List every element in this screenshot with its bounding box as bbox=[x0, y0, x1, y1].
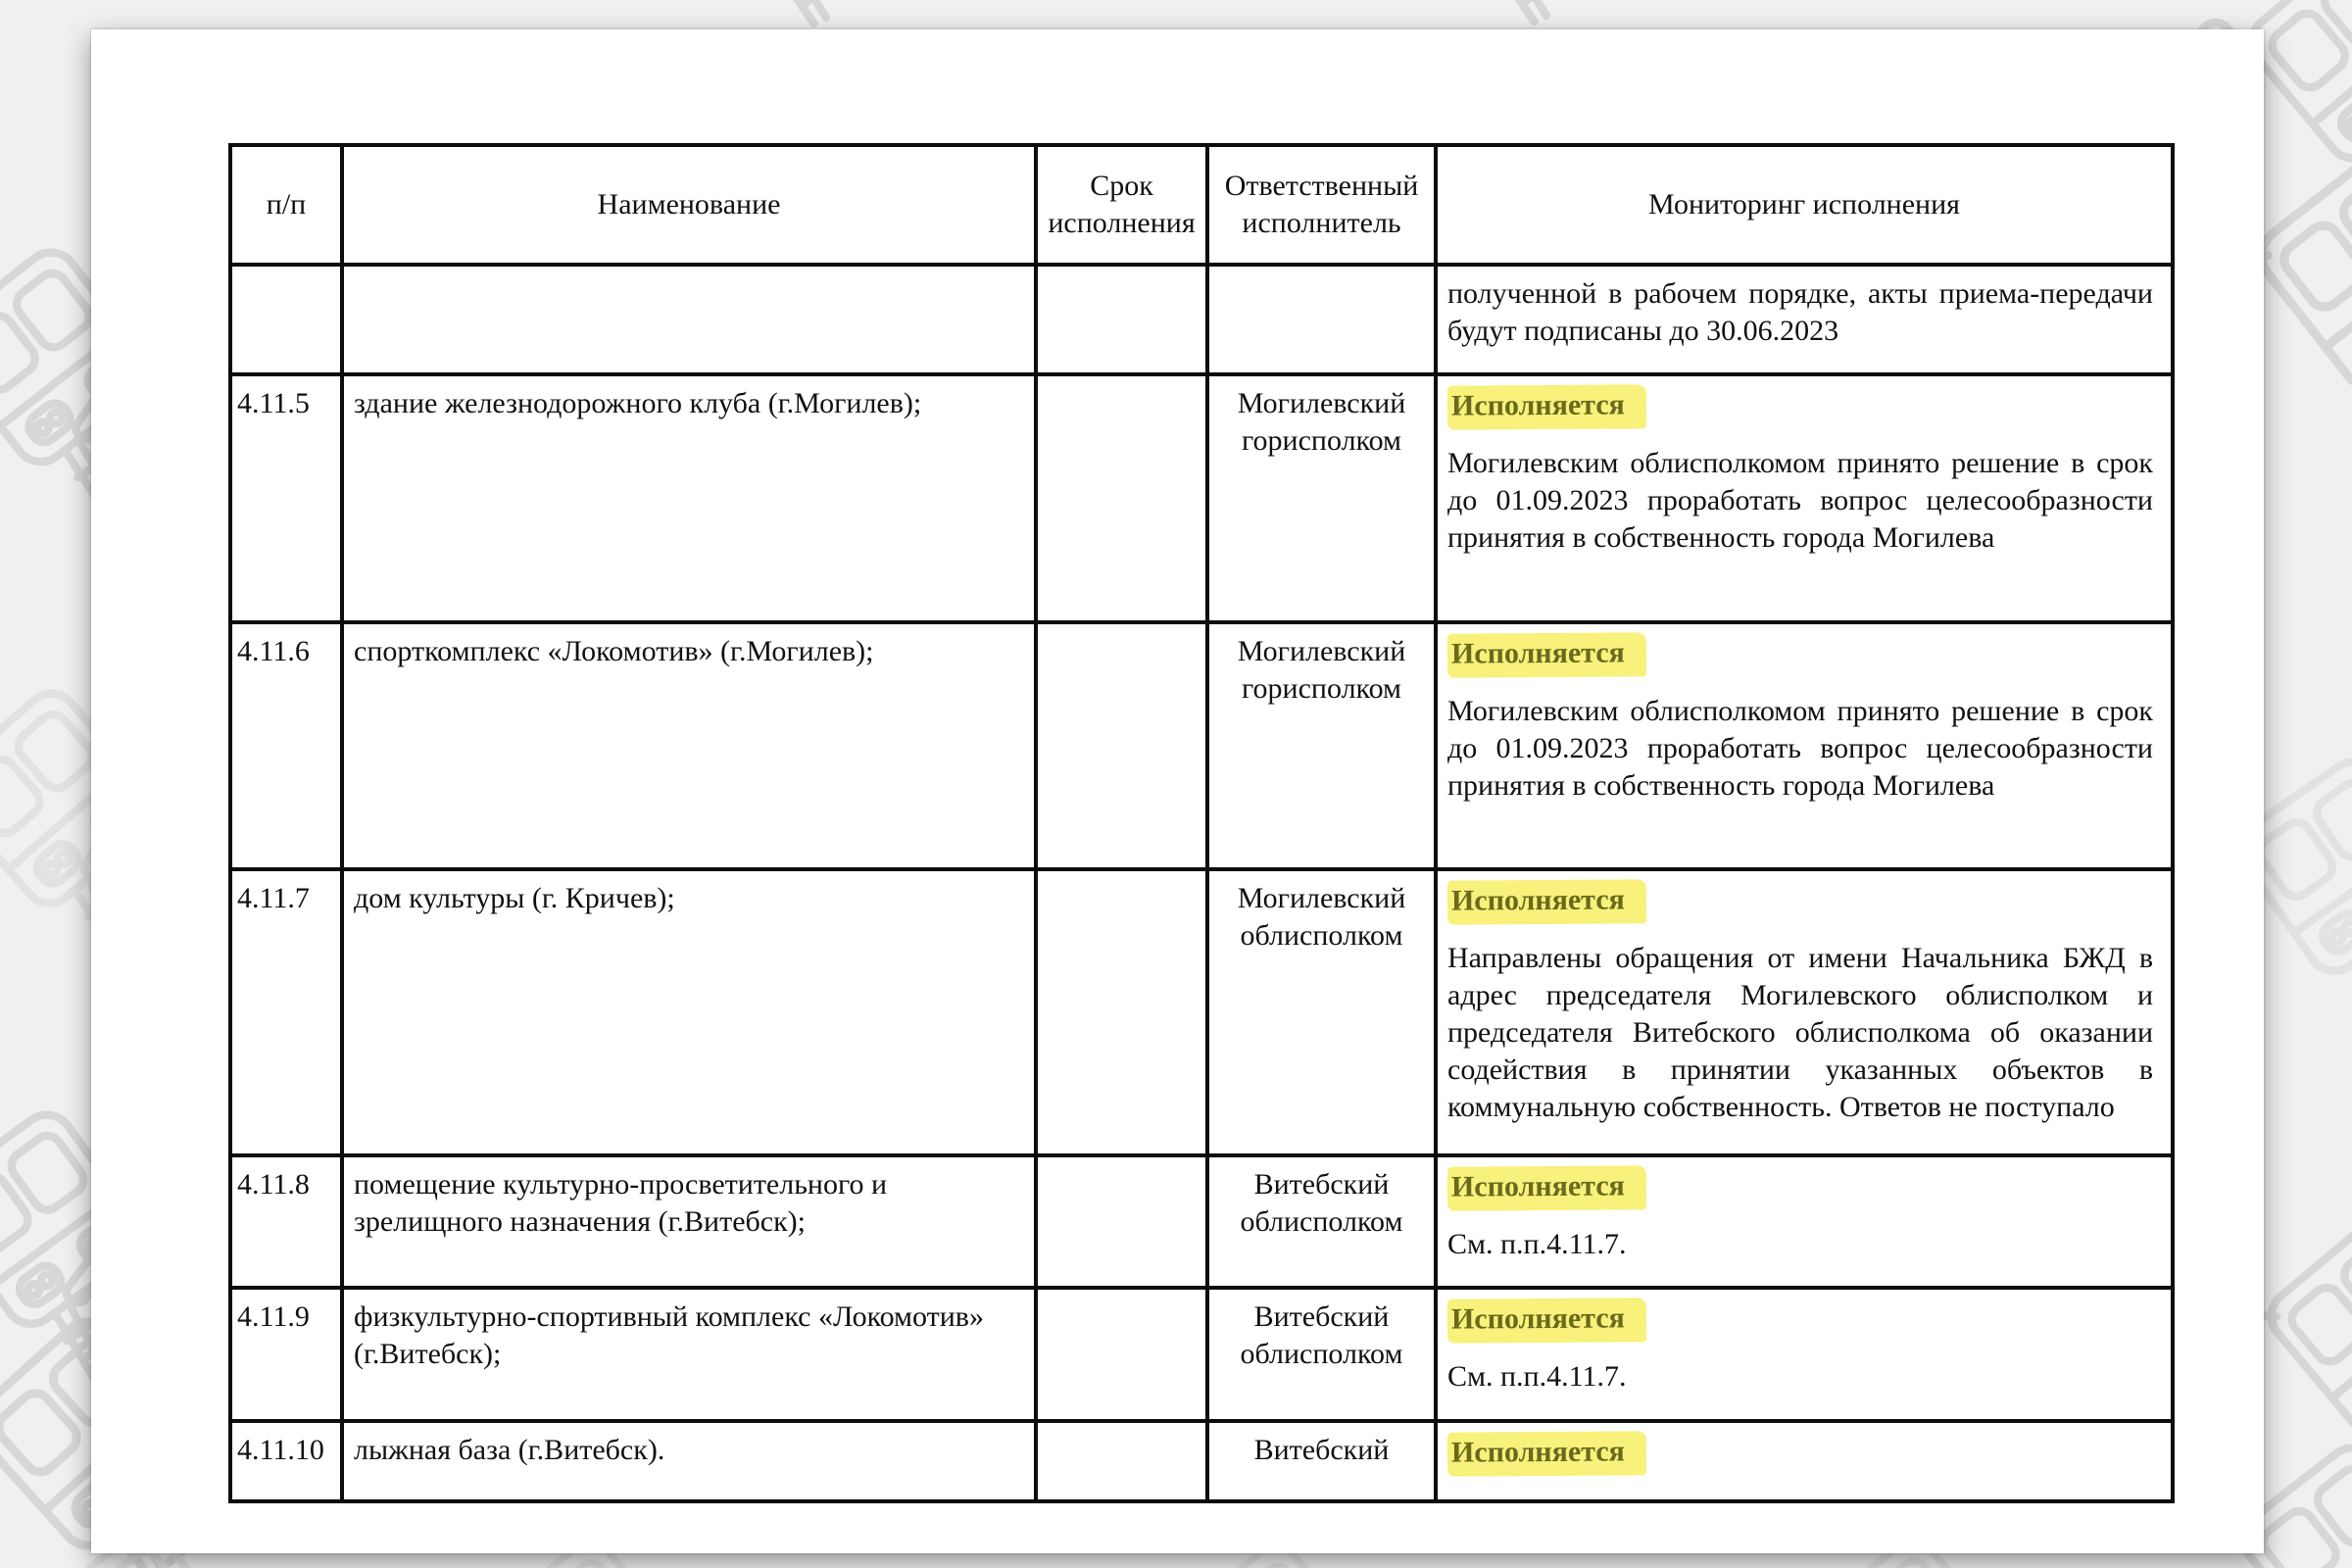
cell-monitoring bbox=[1436, 374, 2173, 622]
cell-responsible: Могилевский горисполком bbox=[1207, 622, 1436, 869]
cell-monitoring bbox=[1436, 1421, 2173, 1501]
cell-name: дом культуры (г. Кричев); bbox=[342, 869, 1036, 1155]
cell-monitoring bbox=[1436, 869, 2173, 1155]
cell-monitoring bbox=[1436, 265, 2173, 374]
document-page bbox=[91, 29, 2264, 1553]
row-4-11-9 bbox=[230, 1288, 2173, 1421]
status-highlight: Исполняется bbox=[1447, 879, 1646, 924]
cell-name: лыжная база (г.Витебск). bbox=[342, 1421, 1036, 1501]
status-highlight: Исполняется bbox=[1447, 1165, 1646, 1210]
monitoring-text: Могилевским облисполкомом принято решение в срок до 01.09.2023 проработать вопрос целесообразности принятия в собственность города Могилева bbox=[1447, 447, 2153, 554]
row-4-11-8 bbox=[230, 1155, 2173, 1288]
header-cell-name: Наименование bbox=[342, 145, 1036, 265]
cell-responsible: Витебский облисполком bbox=[1207, 1155, 1436, 1288]
status-line bbox=[1447, 880, 2153, 924]
status-highlight: Исполняется bbox=[1447, 384, 1646, 429]
cell-term bbox=[1036, 1155, 1207, 1288]
cell-responsible: Витебский bbox=[1207, 1421, 1436, 1501]
cell-name: здание железнодорожного клуба (г.Могилев); bbox=[342, 374, 1036, 622]
cell-monitoring bbox=[1436, 1288, 2173, 1421]
cell-item-number: 4.11.8 bbox=[230, 1155, 342, 1288]
row-4-11-5 bbox=[230, 374, 2173, 622]
monitoring-text: См. п.п.4.11.7. bbox=[1447, 1360, 1627, 1393]
monitoring-text: См. п.п.4.11.7. bbox=[1447, 1228, 1627, 1260]
cell-item-number: 4.11.10 bbox=[230, 1421, 342, 1501]
cell-monitoring bbox=[1436, 1155, 2173, 1288]
cell-name: физкультурно-спортивный комплекс «Локомотив» (г.Витебск); bbox=[342, 1288, 1036, 1421]
cell-name: помещение культурно-просветительного и зрелищного назначения (г.Витебск); bbox=[342, 1155, 1036, 1288]
cell-term bbox=[1036, 1421, 1207, 1501]
cell-responsible: Витебский облисполком bbox=[1207, 1288, 1436, 1421]
row-4-11-7 bbox=[230, 869, 2173, 1155]
cell-item-number bbox=[230, 265, 342, 374]
header-cell-term: Срок исполнения bbox=[1036, 145, 1207, 265]
cell-responsible bbox=[1207, 265, 1436, 374]
status-line bbox=[1447, 633, 2153, 677]
cell-responsible: Могилевский горисполком bbox=[1207, 374, 1436, 622]
status-line bbox=[1447, 1298, 2153, 1343]
cell-term bbox=[1036, 1288, 1207, 1421]
row-4-11-6 bbox=[230, 622, 2173, 869]
monitoring-text: полученной в рабочем порядке, акты приема-передачи будут подписаны до 30.06.2023 bbox=[1447, 277, 2153, 347]
monitoring-text: Могилевским облисполкомом принято решение в срок до 01.09.2023 проработать вопрос целесообразности принятия в собственность города Могилева bbox=[1447, 695, 2153, 802]
cell-responsible: Могилевский облисполком bbox=[1207, 869, 1436, 1155]
status-highlight: Исполняется bbox=[1447, 1298, 1646, 1343]
cell-term bbox=[1036, 622, 1207, 869]
cell-name bbox=[342, 265, 1036, 374]
cell-term bbox=[1036, 265, 1207, 374]
status-highlight: Исполняется bbox=[1447, 632, 1646, 677]
header-cell-monitoring: Мониторинг исполнения bbox=[1436, 145, 2173, 265]
status-line bbox=[1447, 385, 2153, 429]
cell-item-number: 4.11.9 bbox=[230, 1288, 342, 1421]
status-table bbox=[228, 143, 2175, 1503]
header-cell-responsible: Ответственный исполнитель bbox=[1207, 145, 1436, 265]
cell-item-number: 4.11.5 bbox=[230, 374, 342, 622]
status-line bbox=[1447, 1432, 2153, 1476]
monitoring-text: Направлены обращения от имени Начальника БЖД в адрес председателя Могилевского облисполком и председателя Витебского облисполкома об оказании содействия в принятии указанных объектов в коммунальную собственность. Ответов не поступало bbox=[1447, 942, 2153, 1123]
cell-item-number: 4.11.6 bbox=[230, 622, 342, 869]
cell-monitoring bbox=[1436, 622, 2173, 869]
status-line bbox=[1447, 1166, 2153, 1210]
status-highlight: Исполняется bbox=[1447, 1431, 1646, 1476]
cell-term bbox=[1036, 374, 1207, 622]
row-continuation bbox=[230, 265, 2173, 374]
cell-name: спорткомплекс «Локомотив» (г.Могилев); bbox=[342, 622, 1036, 869]
cell-term bbox=[1036, 869, 1207, 1155]
row-4-11-10 bbox=[230, 1421, 2173, 1501]
header-cell-num: п/п bbox=[230, 145, 342, 265]
header-row bbox=[230, 145, 2173, 265]
cell-item-number: 4.11.7 bbox=[230, 869, 342, 1155]
